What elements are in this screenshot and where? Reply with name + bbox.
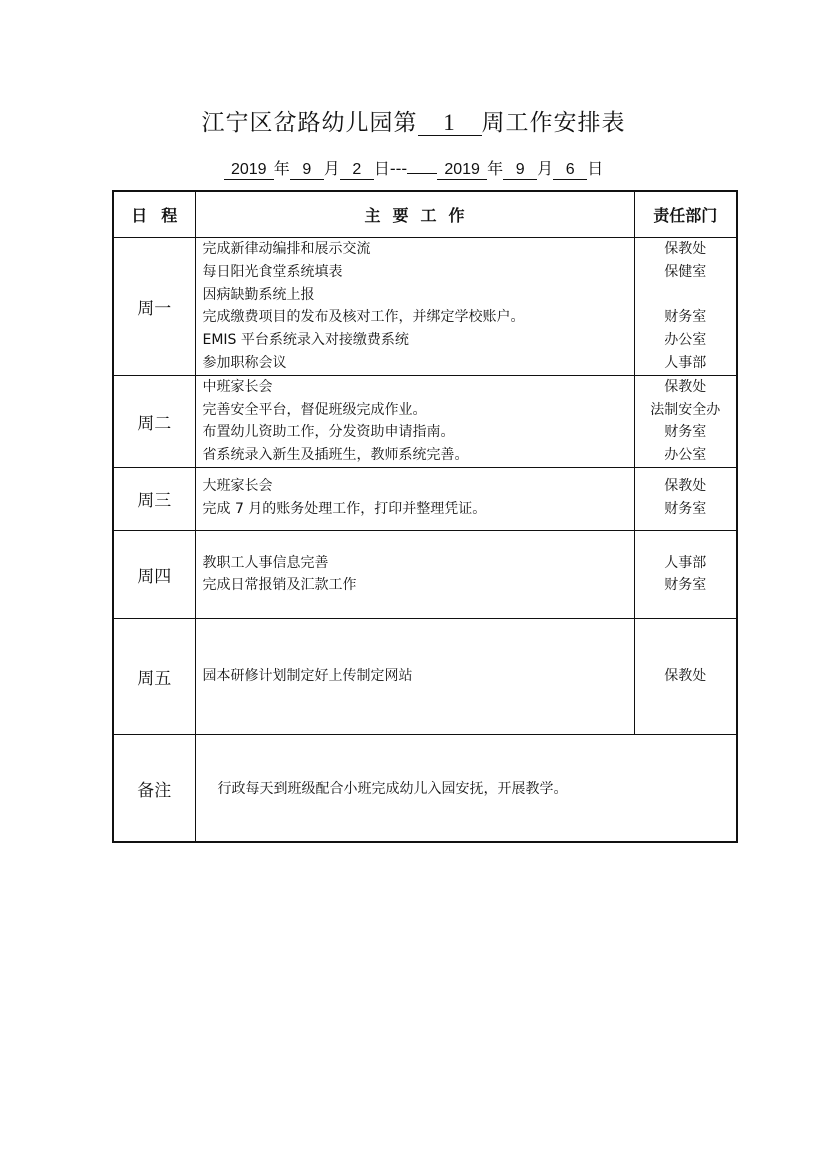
note-text: 行政每天到班级配合小班完成幼儿入园安抚，开展教学。 <box>195 734 737 842</box>
title-prefix: 江宁区岔路幼儿园第 <box>201 110 418 136</box>
day-label: 周四 <box>113 530 195 618</box>
task-item: 每日阳光食堂系统填表 <box>202 263 343 280</box>
header-work: 主要工作 <box>195 191 634 238</box>
day-label: 周二 <box>113 375 195 467</box>
task-list <box>195 618 634 734</box>
dept-list <box>634 530 737 618</box>
table-row <box>113 375 737 467</box>
date-range <box>0 156 827 180</box>
dept-list <box>634 467 737 530</box>
dept-item: 财务室 <box>664 309 707 326</box>
dept-item: 保教处 <box>664 668 707 685</box>
end-month: 9 <box>503 161 537 180</box>
start-month: 9 <box>290 161 324 180</box>
dept-item: 财务室 <box>664 500 707 517</box>
end-year: 2019 <box>437 161 487 180</box>
title-suffix: 周工作安排表 <box>481 110 626 136</box>
task-item: 省系统录入新生及插班生，教师系统完善。 <box>202 447 469 464</box>
start-year: 2019 <box>224 161 274 180</box>
dept-item: 法制安全办 <box>650 401 721 418</box>
separator-underline <box>407 173 437 174</box>
day-char: 日 <box>373 159 390 178</box>
note-row <box>113 734 737 842</box>
dept-item: 办公室 <box>664 447 707 464</box>
note-label: 备注 <box>113 734 195 842</box>
task-item: 完成日常报销及汇款工作 <box>202 577 357 594</box>
year-char: 年 <box>273 159 290 178</box>
dept-item: 财务室 <box>664 424 707 441</box>
task-item: 参加职称会议 <box>202 354 287 371</box>
task-item: 大班家长会 <box>202 477 273 494</box>
task-item: 教职工人事信息完善 <box>202 554 329 571</box>
dept-item: 办公室 <box>664 332 707 349</box>
header-dept: 责任部门 <box>634 191 737 238</box>
dept-item: 保教处 <box>664 378 707 395</box>
schedule-table <box>112 190 738 843</box>
year-char-end: 年 <box>487 159 504 178</box>
table-row <box>113 618 737 734</box>
week-number: 1 <box>418 111 482 136</box>
task-list <box>195 238 634 376</box>
day-char-end: 日 <box>587 159 604 178</box>
dept-item: 人事部 <box>664 554 707 571</box>
task-item: 完成缴费项目的发布及核对工作，并绑定学校账户。 <box>202 309 525 326</box>
dept-item: 保教处 <box>664 477 707 494</box>
task-item: 中班家长会 <box>202 378 273 395</box>
dept-item: 人事部 <box>664 354 707 371</box>
document-title <box>0 104 827 137</box>
task-item: 因病缺勤系统上报 <box>202 286 315 303</box>
dept-list <box>634 238 737 376</box>
day-label: 周一 <box>113 238 195 376</box>
dept-item: 保健室 <box>664 263 707 280</box>
task-list <box>195 375 634 467</box>
start-day: 2 <box>340 161 374 180</box>
task-item: 布置幼儿资助工作，分发资助申请指南。 <box>202 424 455 441</box>
dept-item <box>635 284 737 307</box>
task-list <box>195 467 634 530</box>
month-char: 月 <box>323 159 340 178</box>
task-item: 完善安全平台，督促班级完成作业。 <box>202 401 427 418</box>
dept-item: 保教处 <box>664 241 707 257</box>
task-item: 完成新律动编排和展示交流 <box>202 241 371 257</box>
month-char-end: 月 <box>537 159 554 178</box>
header-day: 日程 <box>113 191 195 238</box>
table-row <box>113 530 737 618</box>
task-item: 完成 7 月的账务处理工作，打印并整理凭证。 <box>202 500 487 517</box>
end-day: 6 <box>553 161 587 180</box>
dept-list <box>634 375 737 467</box>
table-row <box>113 467 737 530</box>
dept-list <box>634 618 737 734</box>
day-label: 周三 <box>113 467 195 530</box>
task-list <box>195 530 634 618</box>
task-item: EMIS 平台系统录入对接缴费系统 <box>202 332 409 349</box>
task-item: 园本研修计划制定好上传制定网站 <box>202 668 413 685</box>
table-row <box>113 238 737 376</box>
header-row <box>113 191 737 238</box>
day-label: 周五 <box>113 618 195 734</box>
range-separator: --- <box>389 159 408 178</box>
dept-item: 财务室 <box>664 577 707 594</box>
